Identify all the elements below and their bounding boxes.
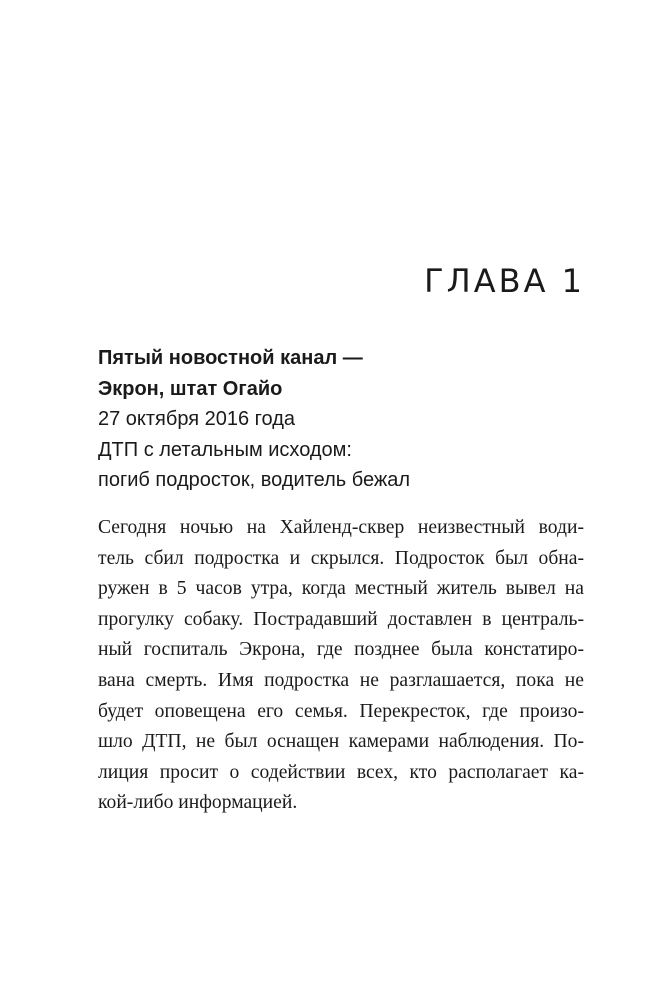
news-channel-line: Пятый новостной канал —: [98, 347, 363, 369]
news-headline-line-1: ДТП с летальным исходом:: [98, 438, 352, 461]
chapter-title: ГЛАВА 1: [424, 262, 585, 300]
news-location-line: Экрон, штат Огайо: [98, 377, 283, 400]
body-line: ружен в 5 часов утра, когда местный житель вывел на: [98, 578, 584, 600]
news-headline-line-2: погиб подросток, водитель бежал: [98, 469, 411, 491]
body-line: лиция просит о содействии всех, кто располагает ка-: [98, 761, 584, 783]
body-line: будет оповещена его семья. Перекресток, где произо-: [98, 700, 584, 722]
body-line: прогулку собаку. Пострадавший доставлен в централь-: [98, 608, 584, 630]
body-line-last: кой-либо информацией.: [98, 792, 298, 814]
body-line: Сегодня ночью на Хайленд-сквер неизвестный води-: [98, 517, 584, 538]
body-line: вана смерть. Имя подростка не разглашается, пока не: [98, 669, 584, 691]
news-date-line: 27 октября 2016 года: [98, 408, 296, 430]
body-line: шло ДТП, не был оснащен камерами наблюдения. По-: [98, 731, 584, 753]
body-paragraph: [98, 513, 584, 819]
news-header: [98, 343, 578, 496]
body-line: ный госпиталь Экрона, где позднее была констатиро-: [98, 639, 584, 661]
body-line: тель сбил подростка и скрылся. Подросток был обна-: [98, 547, 584, 569]
